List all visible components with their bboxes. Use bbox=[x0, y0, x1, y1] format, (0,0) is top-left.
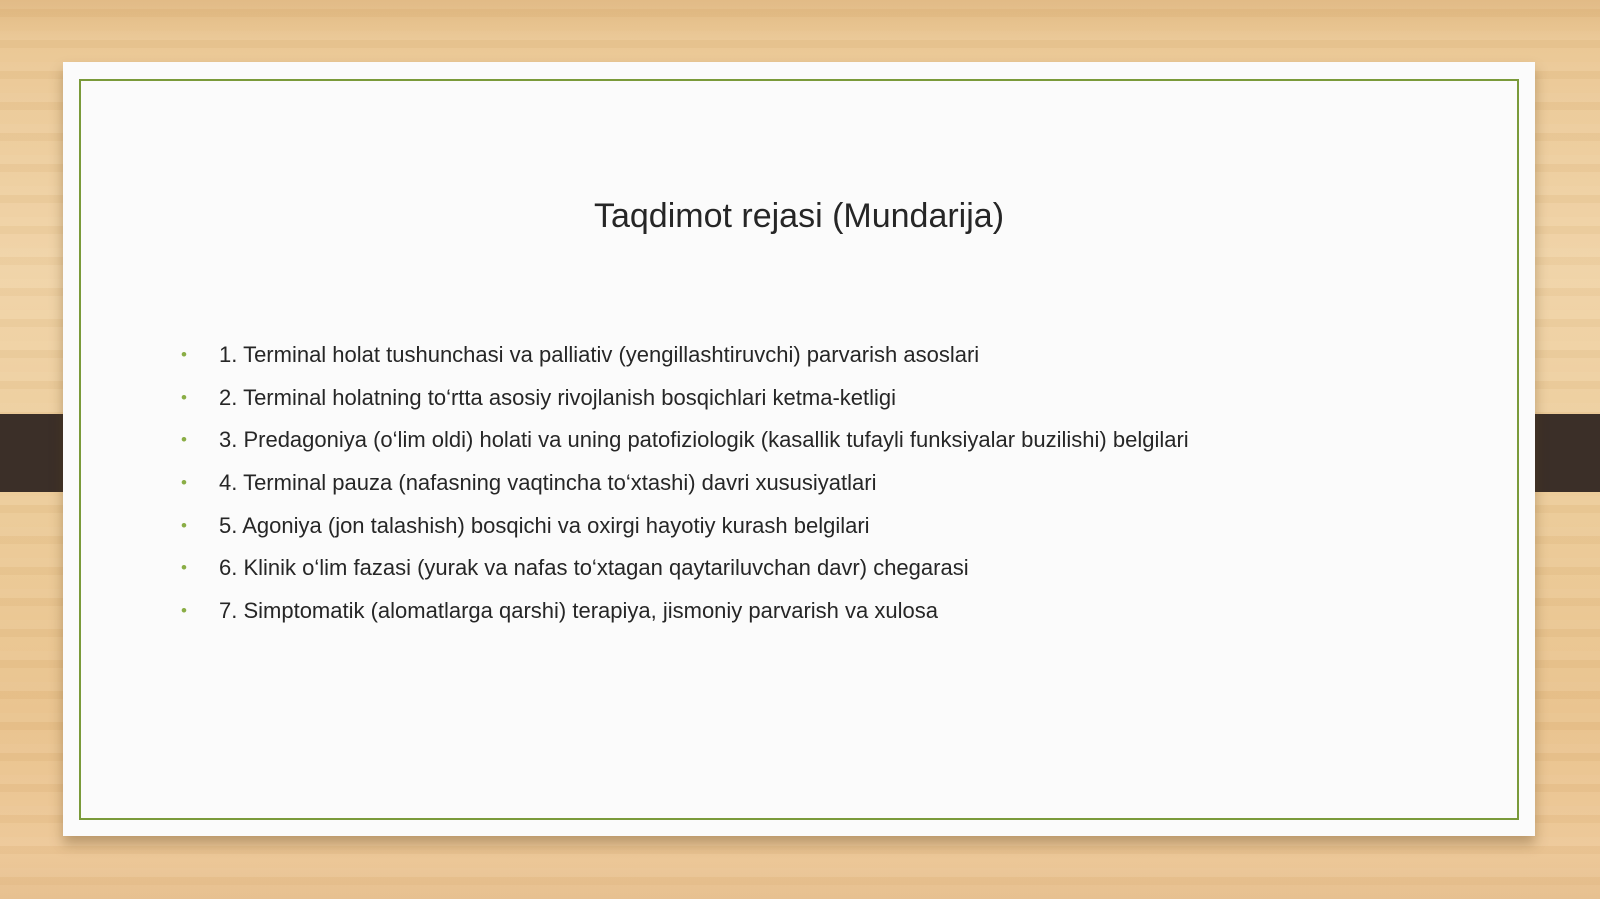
bullet-icon: • bbox=[181, 601, 187, 621]
list-item-text: 2. Terminal holatning to‘rtta asosiy rivojlanish bosqichlari ketma-ketligi bbox=[219, 384, 897, 410]
bullet-icon: • bbox=[181, 345, 187, 364]
list-item bbox=[180, 334, 1189, 377]
list-item bbox=[180, 590, 1189, 633]
list-item-text: 4. Terminal pauza (nafasning vaqtincha to‘xtashi) davri xususiyatlari bbox=[219, 470, 877, 496]
list-item bbox=[180, 505, 1189, 548]
list-item-text: 3. Predagoniya (o‘lim oldi) holati va uning patofiziologik (kasallik tufayli funksiyalar buzilishi) belgilari bbox=[219, 427, 1189, 453]
list-item bbox=[180, 419, 1189, 462]
list-item-text: 6. Klinik o‘lim fazasi (yurak va nafas to‘xtagan qaytariluvchan davr) chegarasi bbox=[219, 555, 969, 581]
bullet-icon: • bbox=[181, 430, 187, 450]
list-item-text: 5. Agoniya (jon talashish) bosqichi va oxirgi hayotiy kurash belgilari bbox=[219, 512, 870, 538]
list-item bbox=[180, 462, 1189, 505]
list-item-text: 1. Terminal holat tushunchasi va palliativ (yengillashtiruvchi) parvarish asoslari bbox=[219, 342, 980, 367]
wood-background-streak bbox=[0, 850, 1600, 899]
slide-title: Taqdimot rejasi (Mundarija) bbox=[593, 197, 1005, 235]
table-of-contents-list bbox=[180, 334, 1189, 633]
bullet-icon: • bbox=[181, 558, 187, 578]
list-item bbox=[180, 377, 1189, 420]
wood-background-streak bbox=[0, 0, 1600, 40]
bullet-icon: • bbox=[181, 387, 187, 407]
bullet-icon: • bbox=[181, 473, 187, 493]
list-item bbox=[180, 547, 1189, 590]
list-item-text: 7. Simptomatik (alomatlarga qarshi) terapiya, jismoniy parvarish va xulosa bbox=[219, 598, 938, 624]
bullet-icon: • bbox=[181, 515, 187, 535]
